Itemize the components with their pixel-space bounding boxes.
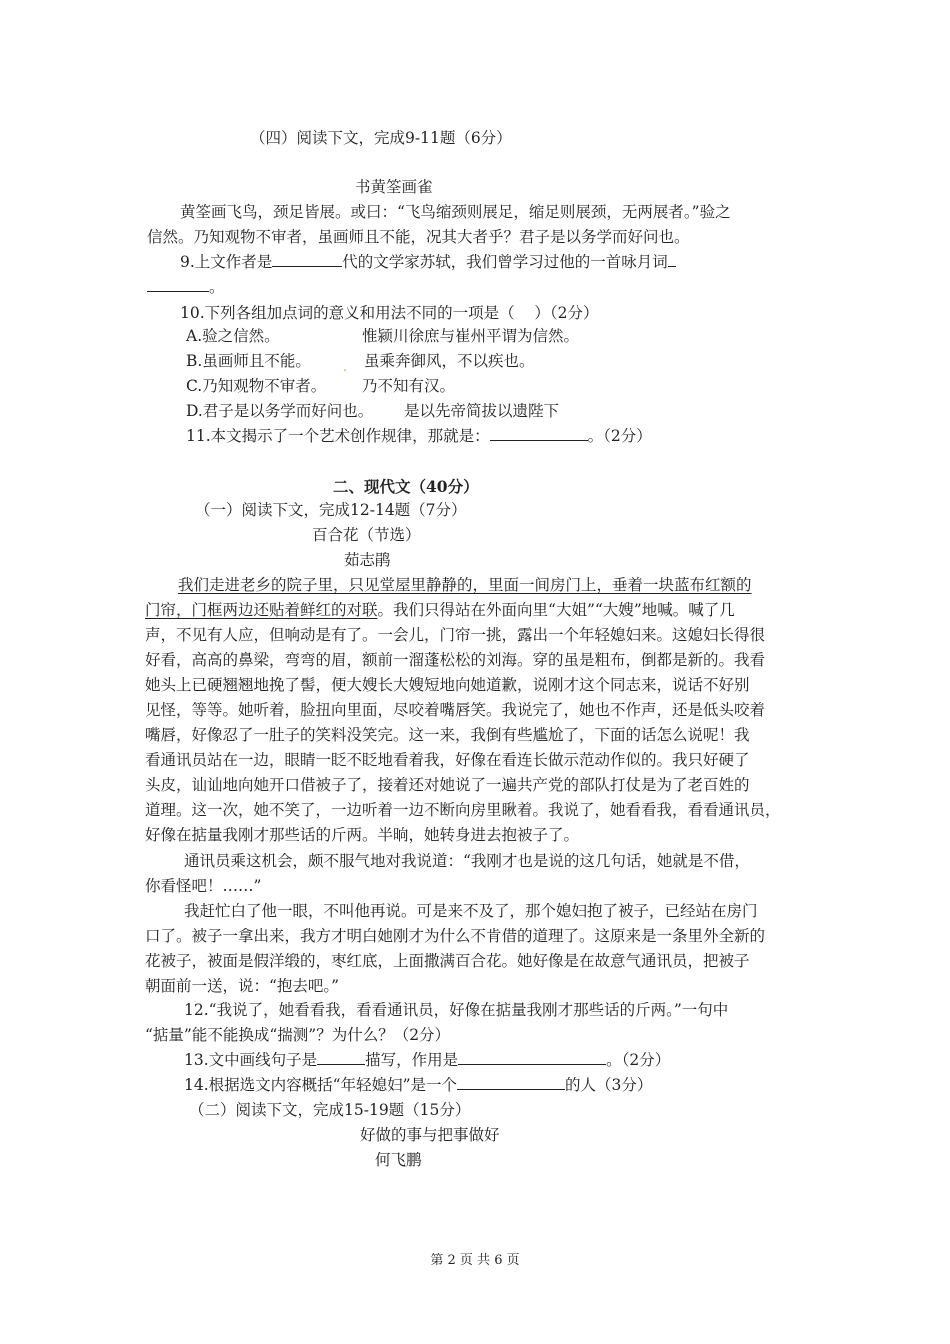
- q11-text-after: 。（2分）: [587, 427, 652, 445]
- q10-option-c-left: C.乃知观物不审者。: [186, 377, 327, 395]
- text1-line-7: 嘴唇，好像忍了一肚子的笑料没笑完。这一来，我倒有些尴尬了，下面的话怎么说呢！我: [145, 726, 750, 744]
- text1-para3-line-1: 我赶忙白了他一眼，不叫他再说。可是来不及了，那个媳妇抱了被子，已经站在房门: [184, 902, 758, 920]
- q10-option-b: [186, 350, 535, 374]
- q13-blank-2[interactable]: [458, 1049, 606, 1065]
- q9-text-end: 。: [209, 278, 225, 296]
- q10-option-d-left: D.君子是以务学而好问也。: [186, 402, 374, 420]
- underlined-sentence-2: 门帘，门框两边还贴着鲜红的对联: [145, 601, 378, 619]
- q14-text-after: 的人（3分）: [565, 1076, 653, 1094]
- question-12-line-2: “掂量”能不能换成“揣测”？为什么？（2分）: [145, 1026, 451, 1044]
- text1-author: 茹志鹃: [344, 551, 391, 569]
- text1-para3-line-4: 朝面前一送，说：“抱去吧。”: [145, 977, 340, 995]
- classical-title: 书黄筌画雀: [355, 178, 433, 196]
- question-14: [184, 1074, 652, 1096]
- q10-option-b-left: B.虽画师且不能。: [186, 352, 311, 370]
- text1-line-3: 声，不见有人应，但响动是有了。一会儿，门帘一挑，露出一个年轻媳妇来。这媳妇长得很: [145, 626, 766, 644]
- text2-author: 何飞鹏: [375, 1151, 422, 1169]
- text2-title: 好做的事与把事做好: [360, 1126, 500, 1144]
- text1-line-9: 头皮，讪讪地向她开口借被子了，接着还对她说了一遍共产党的部队打仗是为了老百姓的: [145, 776, 750, 794]
- underlined-sentence-1: 我们走进老乡的院子里，只见堂屋里静静的，里面一间房门上，垂着一块蓝布红额的: [178, 576, 752, 594]
- sub2-header: （二）阅读下文，完成15-19题（15分）: [189, 1101, 471, 1119]
- q9-text-middle: 代的文学家苏轼，我们曾学习过他的一首咏月词: [342, 253, 668, 271]
- text1-para3-line-3: 花被子，被面是假洋缎的，枣红底，上面撒满百合花。她好像是在故意气通讯员，把被子: [145, 952, 750, 970]
- q10-option-a: [186, 325, 580, 347]
- q13-text-middle: 描写，作用是: [365, 1051, 459, 1069]
- q10-option-a-right: 惟颍川徐庶与崔州平谓为信然。: [362, 327, 580, 345]
- q14-blank[interactable]: [457, 1074, 565, 1090]
- q9-blank-1[interactable]: [272, 251, 342, 267]
- q13-text-after: 。（2分）: [606, 1051, 671, 1069]
- sub1-header: （一）阅读下文，完成12-14题（7分）: [195, 501, 467, 519]
- text1-para2-line-1: 通讯员乘这机会，颇不服气地对我说道：“我刚才也是说的这几句话，她就是不借，: [184, 852, 750, 870]
- q11-text-before: 11.本文揭示了一个艺术创作规律，那就是：: [186, 427, 490, 445]
- page-footer: 第 2 页 共 6 页: [430, 1253, 520, 1268]
- q13-text-before: 13.文中画线句子是: [184, 1051, 318, 1069]
- q10-option-d: [186, 400, 560, 422]
- q10-option-c: [186, 375, 456, 397]
- text1-line-10: 道理。这一次，她不笑了，一边听着一边不断向房里瞅着。我说了，她看看我，看看通讯员，: [145, 801, 781, 819]
- text1-para2-line-2: 你看怪吧！……”: [145, 877, 262, 895]
- q10-option-c-right: 乃不知有汉。: [362, 377, 456, 395]
- text1-line-2-rest: 。我们只得站在外面向里“大姐”“大嫂”地喊。喊了几: [377, 601, 735, 619]
- q10-option-b-right: 虽乘奔御风，不以疾也。: [364, 352, 535, 370]
- part2-header: 二、现代文（40分）: [333, 477, 479, 496]
- text1-line-5: 她头上已硬翘翘地挽了髻，便大嫂长大嫂短地向她道歉，说刚才这个同志来，说话不好别: [145, 676, 750, 694]
- text1-line-6: 见怪，等等。她听着，脸扭向里面，尽咬着嘴唇笑。我说完了，她也不作声，还是低头咬着: [145, 701, 766, 719]
- classical-line-2: 信然。乃知观物不审者，虽画师且不能，况其大者乎？君子是以务学而好问也。: [147, 228, 690, 246]
- q9-blank-2b[interactable]: [147, 276, 209, 292]
- emphasis-dot: .: [343, 360, 347, 374]
- question-12-line-1: 12.“我说了，她看看我，看看通讯员，好像在掂量我刚才那些话的斤两。”一句中: [184, 1001, 729, 1019]
- question-10-stem: 10.下列各组加点词的意义和用法不同的一项是（ ）（2分）: [180, 304, 599, 322]
- question-9: [180, 251, 676, 273]
- q13-blank-1[interactable]: [317, 1049, 365, 1065]
- text1-title: 百合花（节选）: [312, 526, 421, 544]
- classical-line-1: 黄筌画飞鸟，颈足皆展。或曰：“飞鸟缩颈则展足，缩足则展颈，无两展者。”验之: [180, 203, 731, 221]
- text1-line-8: 看通讯员站在一边，眼睛一眨不眨地看着我，好像在看连长做示范动作似的。我只好硬了: [145, 751, 750, 769]
- q10-option-a-left: A.验之信然。: [186, 327, 280, 345]
- q9-text-before: 9.上文作者是: [180, 253, 273, 271]
- text1-line-4: 好看，高高的鼻梁，弯弯的眉，额前一溜蓬松松的刘海。穿的虽是粗布，倒都是新的。我看: [145, 651, 766, 669]
- q10-option-d-right: 是以先帝简拔以遗陛下: [404, 402, 560, 420]
- question-11: [186, 425, 652, 447]
- q11-blank[interactable]: [490, 425, 588, 441]
- question-9-cont: [147, 276, 225, 298]
- q14-text-before: 14.根据选文内容概括“年轻媳妇”是一个: [184, 1076, 457, 1094]
- q9-blank-2a[interactable]: [668, 251, 676, 267]
- question-13: [184, 1049, 670, 1071]
- text1-line-2: [145, 599, 735, 621]
- text1-line-11: 好像在掂量我刚才那些话的斤两。半晌，她转身进去抱被子了。: [145, 826, 580, 844]
- text1-para3-line-2: 口了。被子一拿出来，我方才明白她刚才为什么不肯借的道理了。这原来是一条里外全新的: [145, 927, 766, 945]
- section4-header: （四）阅读下文，完成9-11题（6分）: [250, 129, 512, 147]
